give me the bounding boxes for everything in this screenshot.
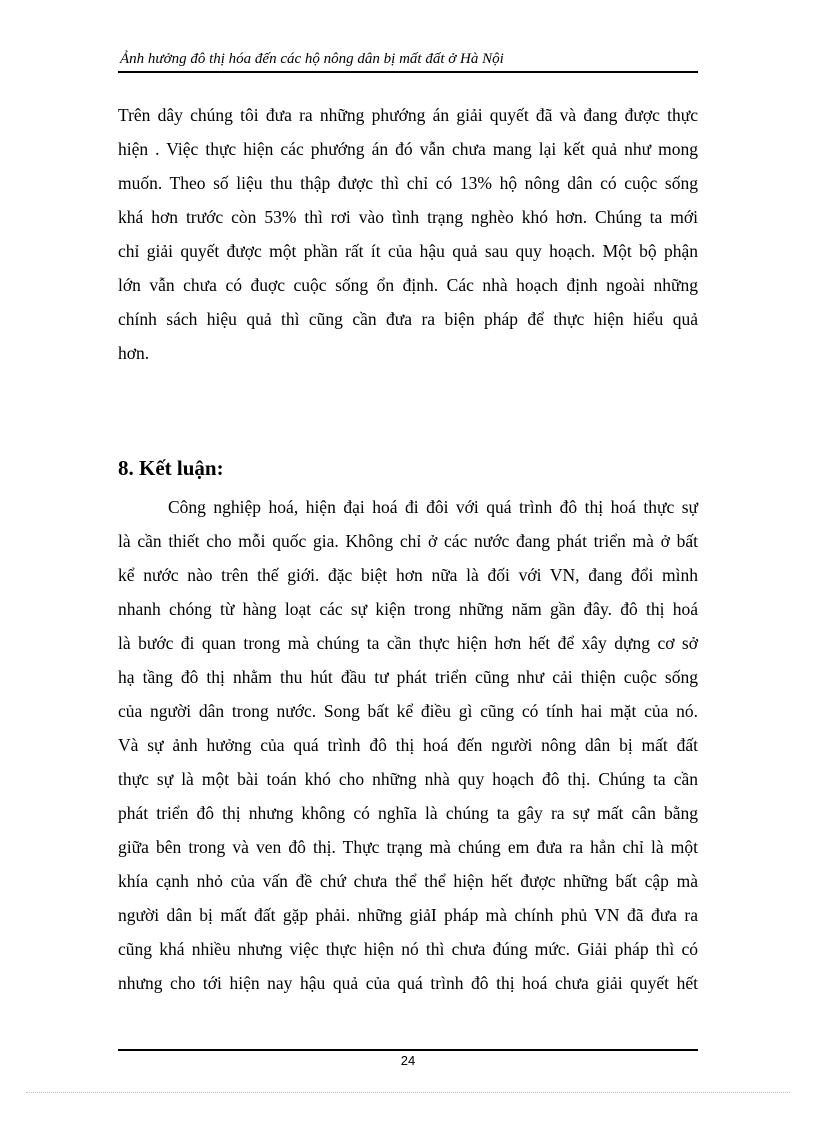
paragraph-line: Trên dây chúng tôi đưa ra những phướng án giải quyết đã và đang được thực bbox=[118, 105, 698, 125]
paragraph-line: người dân bị mất đất gặp phải. những giảI pháp mà chính phủ VN đã đưa ra bbox=[118, 905, 698, 925]
paragraph-line: nhưng cho tới hiện nay hậu quả của quá trình đô thị hoá chưa giải quyết hết bbox=[118, 973, 698, 993]
paragraph-line: hạ tầng đô thị nhằm thu hút đầu tư phát triển cũng như cải thiện cuộc sống bbox=[118, 667, 698, 687]
paragraph-line: chỉ giải quyết được một phần rất ít của hậu quả sau quy hoạch. Một bộ phận bbox=[118, 241, 698, 261]
paragraph-line: khá hơn trước còn 53% thì rơi vào tình trạng nghèo khó hơn. Chúng ta mới bbox=[118, 207, 698, 227]
running-header: Ảnh hưởng đô thị hóa đến các hộ nông dân bị mất đất ở Hà Nội bbox=[120, 51, 504, 67]
paragraph-line: là cần thiết cho mỗi quốc gia. Không chỉ ở các nước đang phát triển mà ở bất bbox=[118, 531, 698, 551]
page-number: 24 bbox=[400, 1053, 416, 1068]
paragraph-line: khía cạnh nhỏ của vấn đề chứ chưa thể thể hiện hết được những bất cập mà bbox=[118, 871, 698, 891]
paragraph-line: Và sự ảnh hưởng của quá trình đô thị hoá đến người nông dân bị mất đất bbox=[118, 735, 698, 755]
paragraph-line: chính sách hiệu quả thì cũng cần đưa ra biện pháp để thực hiện hiểu quả bbox=[118, 309, 698, 329]
paragraph-solutions bbox=[118, 98, 698, 370]
paragraph-line: thực sự là một bài toán khó cho những nhà quy hoạch đô thị. Chúng ta cần bbox=[118, 769, 698, 789]
header-divider bbox=[118, 71, 698, 73]
section-heading-conclusion: 8. Kết luận: bbox=[118, 456, 224, 480]
paragraph-line: hiện . Việc thực hiện các phướng án đó vẫn chưa mang lại kết quả như mong bbox=[118, 139, 698, 159]
page-edge-marker bbox=[26, 1092, 790, 1093]
paragraph-line: muốn. Theo số liệu thu thập được thì chỉ có 13% hộ nông dân có cuộc sống bbox=[118, 173, 698, 193]
paragraph-line: phát triển đô thị nhưng không có nghĩa là chúng ta gây ra sự mất cân bằng bbox=[118, 803, 698, 823]
paragraph-line: giữa bên trong và ven đô thị. Thực trạng mà chúng em đưa ra hẳn chỉ là một bbox=[118, 837, 698, 857]
paragraph-conclusion bbox=[118, 490, 698, 1000]
paragraph-line: Công nghiệp hoá, hiện đại hoá đi đôi với quá trình đô thị hoá thực sự bbox=[168, 497, 698, 517]
paragraph-line: nhanh chóng từ hàng loạt các sự kiện trong những năm gần đây. đô thị hoá bbox=[118, 599, 698, 619]
paragraph-line: lớn vẫn chưa có đuợc cuộc sống ổn định. Các nhà hoạch định ngoài những bbox=[118, 275, 698, 295]
footer-divider bbox=[118, 1049, 698, 1051]
paragraph-line: là bước đi quan trong mà chúng ta cần thực hiện hơn hết để xây dựng cơ sở bbox=[118, 633, 698, 653]
paragraph-line: của người dân trong nước. Song bất kể điều gì cũng có tính hai mặt của nó. bbox=[118, 701, 698, 721]
paragraph-line: hơn. bbox=[118, 343, 150, 363]
paragraph-line: cũng khá nhiều nhưng việc thực hiện nó thì chưa đúng mức. Giải pháp thì có bbox=[118, 939, 698, 959]
paragraph-line: kể nước nào trên thế giới. đặc biệt hơn nữa là đối với VN, đang đổi mình bbox=[118, 565, 698, 585]
